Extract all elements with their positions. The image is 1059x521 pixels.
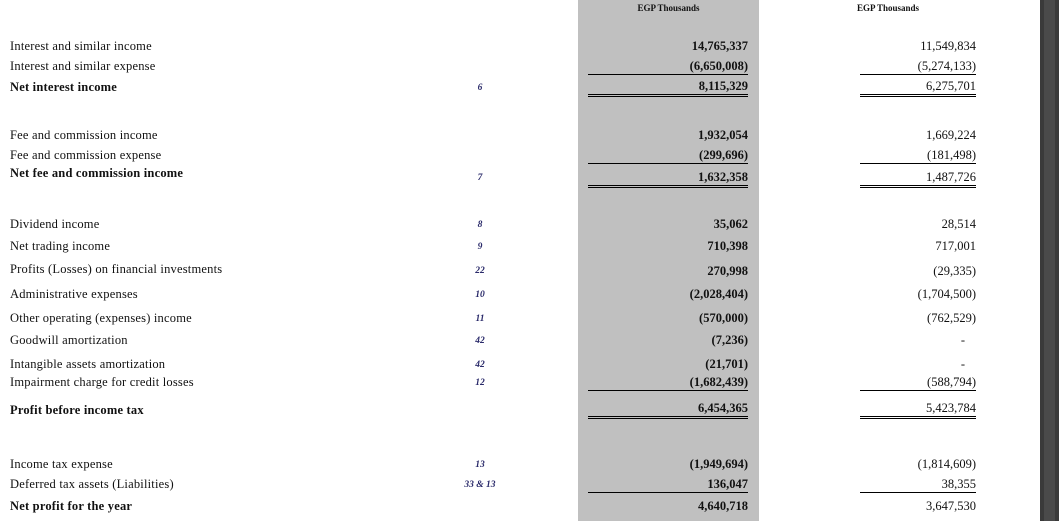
row-label: Profits (Losses) on financial investments [10,262,223,276]
prior-value: 38,355 [860,477,976,493]
note-ref: 12 [475,378,485,388]
note-ref: 22 [475,266,485,276]
scrollbar-thumb[interactable] [1044,0,1055,521]
prior-value: (181,498) [860,148,976,164]
row-label-total: Profit before income tax [10,403,144,417]
current-value: (6,650,008) [588,59,748,75]
note-ref: 6 [477,83,483,93]
current-value: (2,028,404) [689,287,748,301]
prior-value: 1,669,224 [926,128,976,142]
row-label-total: Net fee and commission income [10,166,184,180]
prior-value: 3,647,530 [926,499,976,513]
current-value: (299,696) [588,148,748,164]
row-label: Dividend income [10,217,100,231]
row-label: Fee and commission income [10,128,158,142]
prior-value: 717,001 [935,239,976,253]
prior-value: (1,814,609) [917,457,976,471]
row-label: Fee and commission expense [10,148,162,162]
row-label: Impairment charge for credit losses [10,375,194,389]
current-value: (570,000) [699,311,748,325]
prior-value: 1,487,726 [860,170,976,188]
current-value: 4,640,718 [698,499,748,513]
row-label: Interest and similar expense [10,59,156,73]
prior-value: 11,549,834 [920,39,976,53]
row-label: Deferred tax assets (Liabilities) [10,477,174,491]
note-ref: 33 & 13 [464,480,496,490]
note-ref: 8 [477,220,483,230]
current-value: (1,682,439) [588,375,748,391]
prior-value: 5,423,784 [860,401,976,419]
current-value: 270,998 [707,264,748,278]
current-year-header: EGP Thousands [637,3,700,13]
note-ref: 42 [475,360,485,370]
current-value: 710,398 [707,239,748,253]
row-label: Interest and similar income [10,39,152,53]
row-label-total: Net interest income [10,80,118,94]
note-ref: 7 [477,173,483,183]
current-value: 14,765,337 [691,39,748,53]
note-ref: 9 [477,242,483,252]
row-label-total: Net profit for the year [10,499,133,513]
note-ref: 13 [475,460,485,470]
prior-year-header: EGP Thousands [856,3,920,13]
prior-value: - [960,333,966,347]
note-ref: 10 [475,290,485,300]
row-label: Income tax expense [10,457,113,471]
prior-value: - [960,357,966,371]
current-value: (21,701) [705,357,748,371]
prior-value: (1,704,500) [917,287,976,301]
row-label: Administrative expenses [10,287,138,301]
current-value: 136,047 [588,477,748,493]
current-value: 8,115,329 [588,79,748,97]
prior-value: (762,529) [927,311,976,325]
note-ref: 42 [475,336,485,346]
prior-value: (5,274,133) [860,59,976,75]
row-label: Net trading income [10,239,111,253]
row-label: Other operating (expenses) income [10,311,192,325]
current-value: 1,932,054 [698,128,748,142]
current-value: (1,949,694) [689,457,748,471]
current-value: 6,454,365 [588,401,748,419]
prior-value: (29,335) [933,264,976,278]
prior-value: (588,794) [860,375,976,391]
current-value: 1,632,358 [588,170,748,188]
current-value: (7,236) [711,333,748,347]
row-label: Intangible assets amortization [10,357,166,371]
note-ref: 11 [475,314,485,324]
row-label: Goodwill amortization [10,333,128,347]
prior-value: 6,275,701 [860,79,976,97]
prior-value: 28,514 [941,217,976,231]
current-value: 35,062 [713,217,748,231]
